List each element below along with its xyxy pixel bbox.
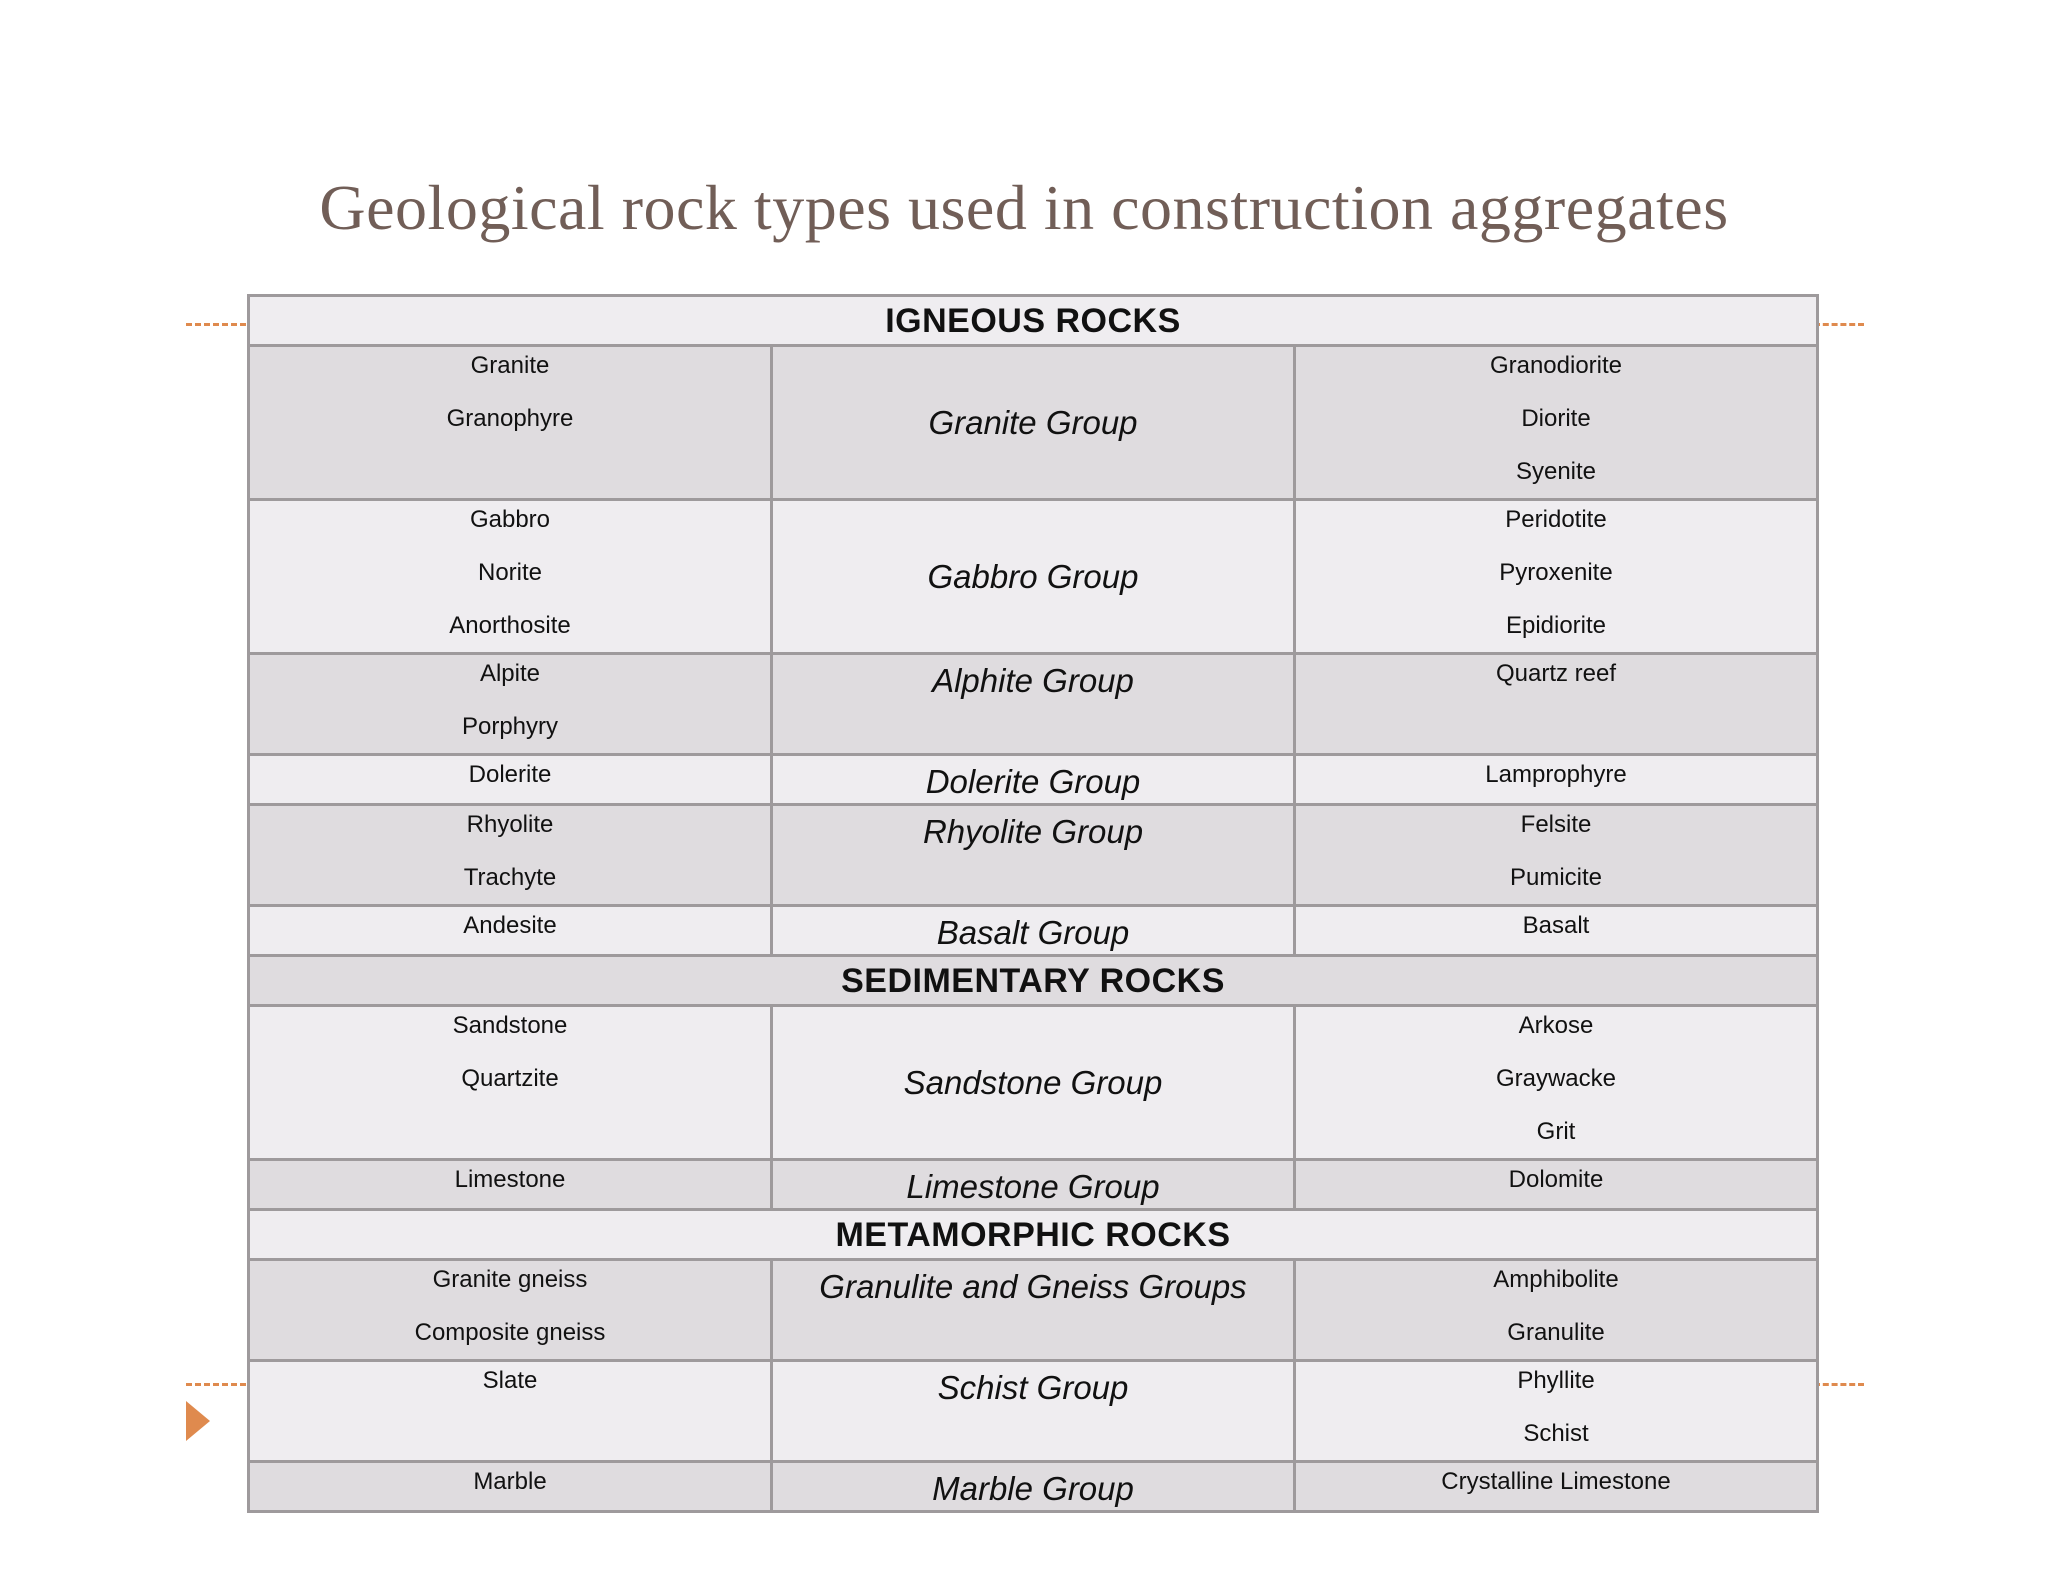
table-row [249,755,1818,805]
rock-name: Granite [470,352,550,379]
group-name: Basalt Group [772,906,1295,956]
table-row [249,1462,1818,1512]
rock-name: Gabbro [469,506,551,533]
rock-list-left [249,1260,772,1361]
rock-name: Schist [1523,1420,1589,1447]
group-name: Marble Group [772,1462,1295,1512]
rock-name: Granodiorite [1489,352,1623,379]
rock-name: Granulite [1507,1319,1605,1346]
slide-title: Geological rock types used in construction aggregates [319,172,1729,243]
rock-list-left [249,805,772,906]
rock-name: Norite [477,559,543,586]
rock-list-left [249,1462,772,1512]
group-name: Gabbro Group [772,500,1295,654]
top-right-dashed-rule [1814,323,1864,326]
table-row [249,1361,1818,1462]
bottom-left-dashed-rule [186,1383,246,1386]
group-name: Granulite and Gneiss Groups [772,1260,1295,1361]
rock-name: Alpite [479,660,541,687]
group-name: Limestone Group [772,1160,1295,1210]
table-row [249,654,1818,755]
rock-name: Diorite [1521,405,1591,432]
table-row [249,1006,1818,1160]
rock-list-right [1295,1006,1818,1160]
group-name: Rhyolite Group [772,805,1295,906]
section-row-metamorphic [249,1210,1818,1260]
rock-name: Slate [482,1367,538,1394]
rock-list-right [1295,906,1818,956]
rock-list-right [1295,654,1818,755]
rock-list-right [1295,1462,1818,1512]
table-row [249,805,1818,906]
rock-name: Anorthosite [449,612,571,639]
group-name: Granite Group [772,346,1295,500]
rock-name: Amphibolite [1493,1266,1619,1293]
rock-list-left [249,1160,772,1210]
rock-name: Dolerite [468,761,552,788]
rock-name: Graywacke [1495,1065,1617,1092]
rock-name: Arkose [1518,1012,1594,1039]
rock-name: Marble [473,1468,547,1495]
rock-name: Limestone [454,1166,566,1193]
rock-list-left [249,654,772,755]
rock-name: Rhyolite [466,811,554,838]
rock-name: Dolomite [1508,1166,1604,1193]
rock-list-right [1295,1260,1818,1361]
rock-name: Trachyte [463,864,557,891]
rock-name: Lamprophyre [1485,761,1627,788]
rock-list-left [249,1006,772,1160]
table-row [249,1160,1818,1210]
rock-name: Granophyre [446,405,574,432]
group-name: Schist Group [772,1361,1295,1462]
section-row-igneous [249,296,1818,346]
rock-list-right [1295,805,1818,906]
group-name: Alphite Group [772,654,1295,755]
slide-marker-triangle-icon [186,1401,210,1441]
rock-name: Peridotite [1505,506,1607,533]
rock-list-right [1295,1361,1818,1462]
rock-name: Phyllite [1517,1367,1595,1394]
table-row [249,500,1818,654]
rock-list-left [249,346,772,500]
section-header-sedimentary: SEDIMENTARY ROCKS [249,956,1818,1006]
rock-types-table [247,294,1819,1513]
rock-name: Grit [1536,1118,1576,1145]
table-row [249,346,1818,500]
rock-list-left [249,755,772,805]
rock-list-right [1295,346,1818,500]
rock-name: Basalt [1522,912,1590,939]
rock-list-left [249,906,772,956]
top-left-dashed-rule [186,323,246,326]
rock-name: Crystalline Limestone [1441,1468,1671,1495]
rock-name: Sandstone [452,1012,568,1039]
rock-name: Andesite [463,912,557,939]
rock-name: Composite gneiss [414,1319,606,1346]
rock-name: Quartz reef [1495,660,1617,687]
group-name: Sandstone Group [772,1006,1295,1160]
bottom-right-dashed-rule [1814,1383,1864,1386]
rock-list-right [1295,1160,1818,1210]
rock-list-right [1295,500,1818,654]
group-name: Dolerite Group [772,755,1295,805]
rock-name: Granite gneiss [432,1266,588,1293]
section-header-igneous: IGNEOUS ROCKS [249,296,1818,346]
rock-name: Quartzite [461,1065,559,1092]
rock-name: Porphyry [461,713,559,740]
rock-name: Syenite [1515,458,1597,485]
rock-list-right [1295,755,1818,805]
rock-list-left [249,500,772,654]
rock-name: Pumicite [1509,864,1603,891]
rock-name: Pyroxenite [1499,559,1613,586]
table-row [249,1260,1818,1361]
table-row [249,906,1818,956]
rock-list-left [249,1361,772,1462]
section-header-metamorphic: METAMORPHIC ROCKS [249,1210,1818,1260]
section-row-sedimentary [249,956,1818,1006]
rock-name: Epidiorite [1505,612,1607,639]
rock-name: Felsite [1520,811,1592,838]
